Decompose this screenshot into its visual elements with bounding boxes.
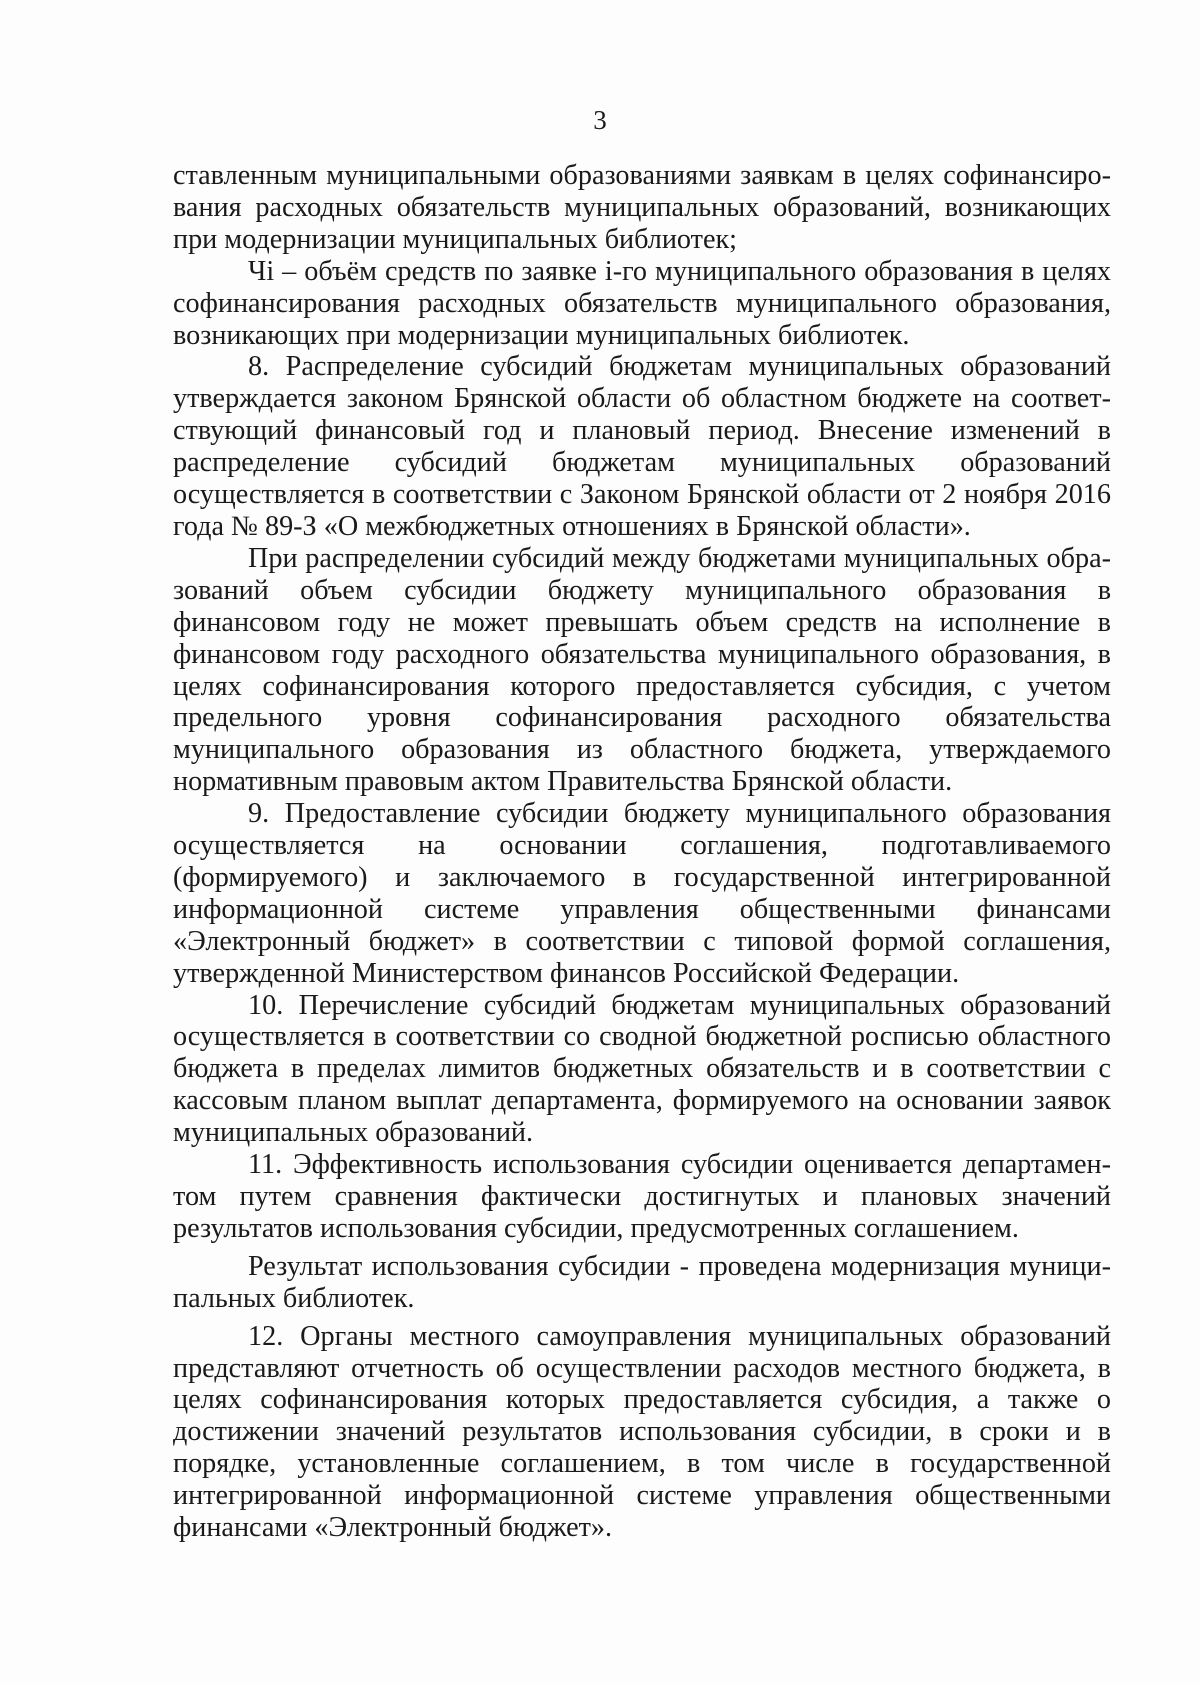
paragraph-result: Результат использования субсидии - проведена модернизация муниципальных библиотек. — [173, 1250, 1111, 1314]
paragraph: Чi – объём средств по заявке i-го муниципального образования в целях софинансирования расходных обязательств муниципального образования, возникающих при модернизации муниципальных библиотек. — [173, 255, 1111, 351]
paragraph-item-9: 9. Предоставление субсидии бюджету муниципального образования осуществляется на основании соглашения, подготавливаемого (формируемого) и заключаемого в государственной интегрированной информационной системе управления общественными финансами «Электронный бюджет» в соответствии с типовой формой соглашения, утвержденной Министерством финансов Российской Федерации. — [173, 798, 1111, 989]
paragraph-item-8: 8. Распределение субсидий бюджетам муниципальных образований утверждается законом Брянской области об областном бюджете на соответствующий финансовый год и плановый период. Внесение изменений в распределение субсидий бюджетам муниципальных образований осуществляется в соответствии с Законом Брянской области от 2 ноября 2016 года № 89-З «О межбюджетных отношениях в Брянской области». — [173, 351, 1111, 542]
paragraph: ставленным муниципальными образованиями заявкам в целях софинансирования расходных обязательств муниципальных образований, возникающих при модернизации муниципальных библиотек; — [173, 160, 1111, 255]
paragraph-item-11: 11. Эффективность использования субсидии оценивается департаментом путем сравнения фактически достигнутых и плановых значений результатов использования субсидии, предусмотренных соглашением. — [173, 1149, 1111, 1244]
paragraph: При распределении субсидий между бюджетами муниципальных образований объем субсидии бюджету муниципального образования в финансовом году не может превышать объем средств на исполнение в финансовом году расходного обязательства муниципального образования, в целях софинансирования которого предоставляется субсидия, с учетом предельного уровня софинансирования расходного обязательства муниципального образования из областного бюджета, утверждаемого нормативным правовым актом Правительства Брянской области. — [173, 542, 1111, 798]
page-number: 3 — [593, 105, 607, 135]
document-body — [173, 160, 1111, 1544]
paragraph-item-12: 12. Органы местного самоуправления муниципальных образований представляют отчетность об осуществлении расходов местного бюджета, в целях софинансирования которых предоставляется субсидия, а также о достижении значений результатов использования субсидии, в сроки и в порядке, установленные соглашением, в том числе в государственной интегрированной информационной системе управления общественными финансами «Электронный бюджет». — [173, 1320, 1111, 1544]
paragraph-item-10: 10. Перечисление субсидий бюджетам муниципальных образований осуществляется в соответствии со сводной бюджетной росписью областного бюджета в пределах лимитов бюджетных обязательств и в соответствии с кассовым планом выплат департамента, формируемого на основании заявок муниципальных образований. — [173, 989, 1111, 1149]
